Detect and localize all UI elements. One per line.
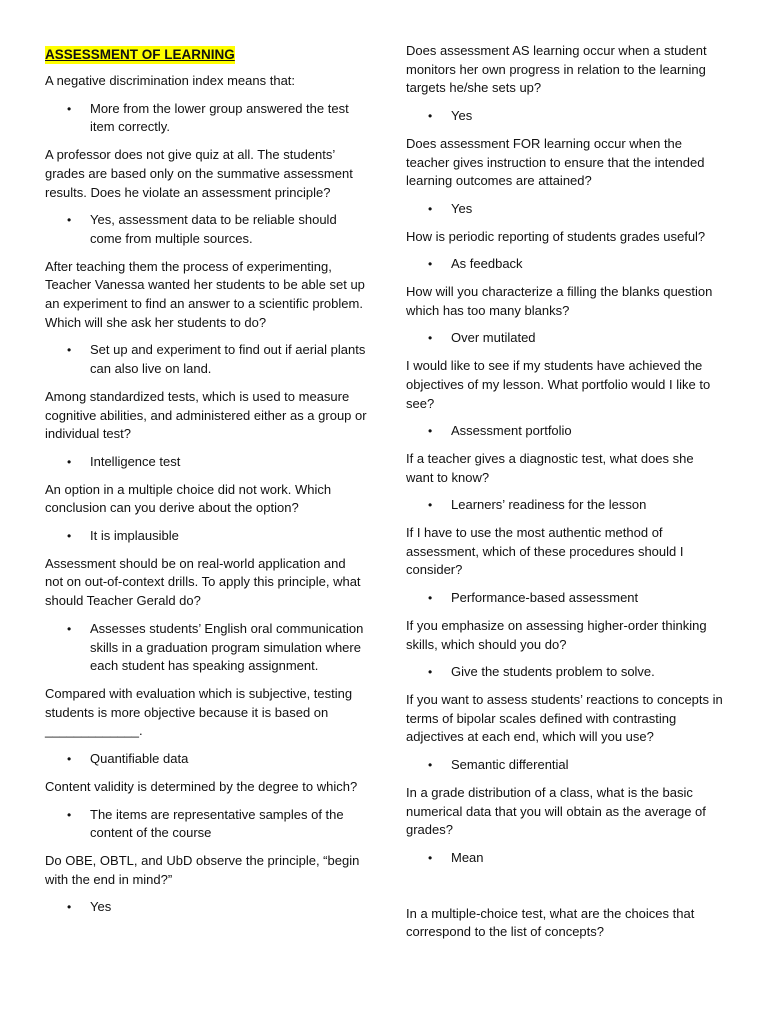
answer-bullet-item	[45, 806, 367, 843]
answer-bullet-item	[45, 100, 367, 137]
question: An option in a multiple choice did not work. Which conclusion can you derive about the option?	[45, 481, 332, 516]
answer-text: Yes, assessment data to be reliable should come from multiple sources.	[90, 212, 337, 246]
answer-bullet-item	[406, 255, 724, 274]
bullet-icon: •	[428, 201, 433, 216]
answer-text: It is implausible	[90, 528, 179, 544]
bullet-icon: •	[67, 454, 72, 469]
answer-text: Performance-based assessment	[451, 590, 639, 606]
bullet-icon: •	[428, 424, 433, 439]
answer-bullet-item	[45, 898, 367, 917]
question: Does assessment FOR learning occur when the teacher gives instruction to ensure that the intended learning outcomes are attained?	[406, 135, 705, 189]
bullet-icon: •	[67, 621, 72, 636]
question: How is periodic reporting of students grades useful?	[406, 228, 706, 244]
answer-text: Assessment portfolio	[451, 423, 572, 439]
bullet-icon: •	[67, 213, 72, 228]
bullet-icon: •	[67, 343, 72, 358]
bullet-icon: •	[428, 257, 433, 272]
question: After teaching them the process of experimenting, Teacher Vanessa wanted her students to be able set up an experiment to find an answer to a scientific problem. Which will she ask her students to do?	[45, 258, 365, 330]
bullet-icon: •	[428, 591, 433, 606]
answer-bullet-item	[406, 849, 724, 868]
answer-bullet-item	[45, 620, 367, 676]
right-column	[406, 42, 724, 951]
question: Content validity is determined by the degree to which?	[45, 778, 358, 794]
bullet-icon: •	[428, 109, 433, 124]
answer-text: Give the students problem to solve.	[451, 664, 655, 680]
bullet-icon: •	[428, 850, 433, 865]
answer-text: Yes	[451, 200, 473, 216]
question: Assessment should be on real-world application and not on out-of-context drills. To apply this principle, what should Teacher Gerald do?	[45, 555, 361, 609]
answer-bullet-item	[406, 200, 724, 219]
bullet-icon: •	[67, 529, 72, 544]
answer-text: Yes	[90, 899, 112, 915]
answer-bullet-item	[406, 589, 724, 608]
answer-text: Intelligence test	[90, 453, 181, 469]
answer-bullet-item	[406, 107, 724, 126]
answer-bullet-item	[406, 663, 724, 682]
answer-text: Quantifiable data	[90, 751, 189, 767]
answer-text: Yes	[451, 108, 473, 124]
bullet-icon: •	[67, 752, 72, 767]
bullet-icon: •	[428, 665, 433, 680]
question: I would like to see if my students have achieved the objectives of my lesson. What portfolio would I like to see?	[406, 358, 711, 411]
question: Do OBE, OBTL, and UbD observe the principle, “begin with the end in mind?”	[45, 852, 360, 887]
answer-text: Assesses students’ English oral communication skills in a graduation program simulation where each student has speaking assignment.	[90, 620, 364, 674]
answer-text: Over mutilated	[451, 330, 536, 346]
bullet-icon: •	[428, 758, 433, 773]
answer-text: Set up and experiment to find out if aerial plants can also live on land.	[90, 342, 366, 377]
bullet-icon: •	[67, 807, 72, 822]
question: In a grade distribution of a class, what is the basic numerical data that you will obtain as the average of grades?	[406, 784, 706, 838]
bullet-icon: •	[67, 900, 72, 915]
bullet-icon: •	[428, 331, 433, 346]
answer-bullet-item	[45, 453, 367, 472]
question: If I have to use the most authentic method of assessment, which of these procedures should I consider?	[406, 525, 684, 578]
document-title: ASSESSMENT OF LEARNING	[45, 47, 235, 62]
answer-bullet-item	[406, 422, 724, 441]
answer-text: Mean	[451, 849, 484, 865]
question: How will you characterize a filling the blanks question which has too many blanks?	[406, 284, 713, 318]
answer-text: As feedback	[451, 256, 523, 272]
question: In a multiple-choice test, what are the choices that correspond to the list of concepts?	[406, 905, 695, 940]
question: A professor does not give quiz at all. The students’ grades are based only on the summative assessment results. Does he violate an assessment principle?	[45, 147, 353, 200]
answer-text: Semantic differential	[451, 757, 569, 773]
question: Compared with evaluation which is subjective, testing students is more objective because it is based on _____________.	[45, 685, 353, 739]
question: Does assessment AS learning occur when a student monitors her own progress in relation to the learning targets he/she sets up?	[406, 43, 707, 96]
left-column	[45, 42, 367, 926]
question: If a teacher gives a diagnostic test, what does she want to know?	[406, 450, 694, 485]
bullet-icon: •	[67, 101, 72, 116]
answer-bullet-item	[45, 750, 367, 769]
answer-text: More from the lower group answered the test item correctly.	[90, 100, 349, 135]
question: If you emphasize on assessing higher-order thinking skills, which should you do?	[406, 617, 707, 652]
question: If you want to assess students’ reactions to concepts in terms of bipolar scales defined with contrasting adjectives at each end, which will you use?	[406, 691, 723, 745]
question: A negative discrimination index means that:	[45, 73, 296, 88]
answer-bullet-item	[45, 527, 367, 546]
answer-bullet-item	[406, 756, 724, 775]
answer-bullet-item	[406, 329, 724, 348]
answer-bullet-item	[406, 496, 724, 515]
question: Among standardized tests, which is used to measure cognitive abilities, and administered either as a group or individual test?	[45, 388, 367, 442]
spacer	[406, 877, 724, 905]
answer-text: The items are representative samples of the content of the course	[90, 806, 344, 841]
answer-bullet-item	[45, 211, 367, 248]
answer-bullet-item	[45, 341, 367, 378]
answer-text: Learners’ readiness for the lesson	[451, 497, 647, 513]
bullet-icon: •	[428, 498, 433, 513]
